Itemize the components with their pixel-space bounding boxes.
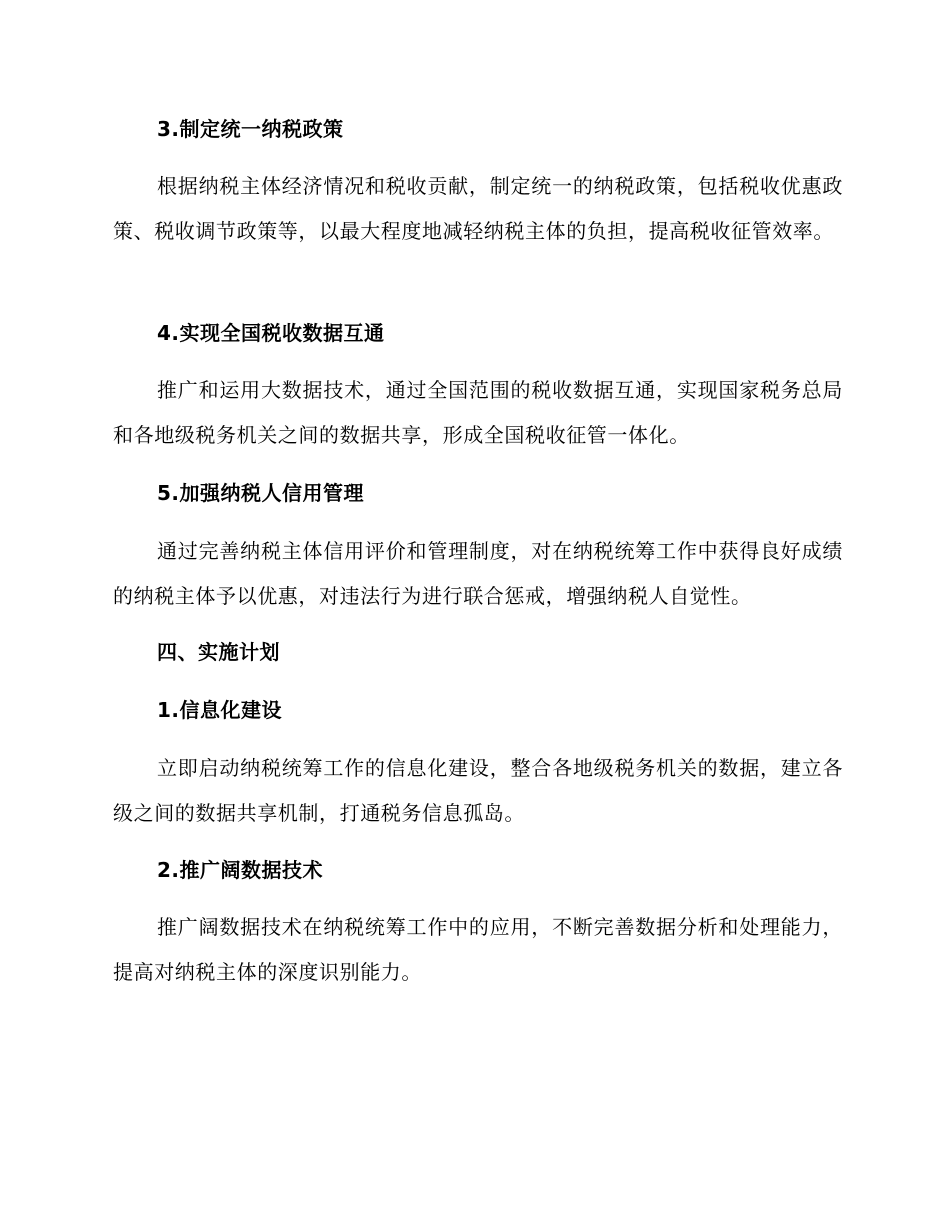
plan-body-1: 立即启动纳税统筹工作的信息化建设，整合各地级税务机关的数据，建立各级之间的数据共享机制，打通税务信息孤岛。 — [113, 756, 843, 825]
plan-body-2: 推广阔数据技术在纳税统筹工作中的应用，不断完善数据分析和处理能力，提高对纳税主体的深度识别能力。 — [113, 915, 843, 984]
plan-heading-1: 1.信息化建设 — [157, 698, 283, 722]
section-body-3: 根据纳税主体经济情况和税收贡献，制定统一的纳税政策，包括税收优惠政策、税收调节政策等，以最大程度地减轻纳税主体的负担，提高税收征管效率。 — [113, 174, 843, 243]
section-body-5: 通过完善纳税主体信用评价和管理制度，对在纳税统筹工作中获得良好成绩的纳税主体予以优惠，对违法行为进行联合惩戒，增强纳税人自觉性。 — [113, 539, 843, 608]
chapter-heading-implementation-plan: 四、实施计划 — [157, 640, 280, 664]
plan-heading-2: 2.推广阔数据技术 — [157, 858, 324, 882]
section-heading-3: 3.制定统一纳税政策 — [157, 117, 344, 141]
section-heading-4: 4.实现全国税收数据互通 — [157, 321, 385, 345]
section-heading-5: 5.加强纳税人信用管理 — [157, 481, 365, 505]
section-body-4: 推广和运用大数据技术，通过全国范围的税收数据互通，实现国家税务总局和各地级税务机关之间的数据共享，形成全国税收征管一体化。 — [113, 378, 843, 447]
